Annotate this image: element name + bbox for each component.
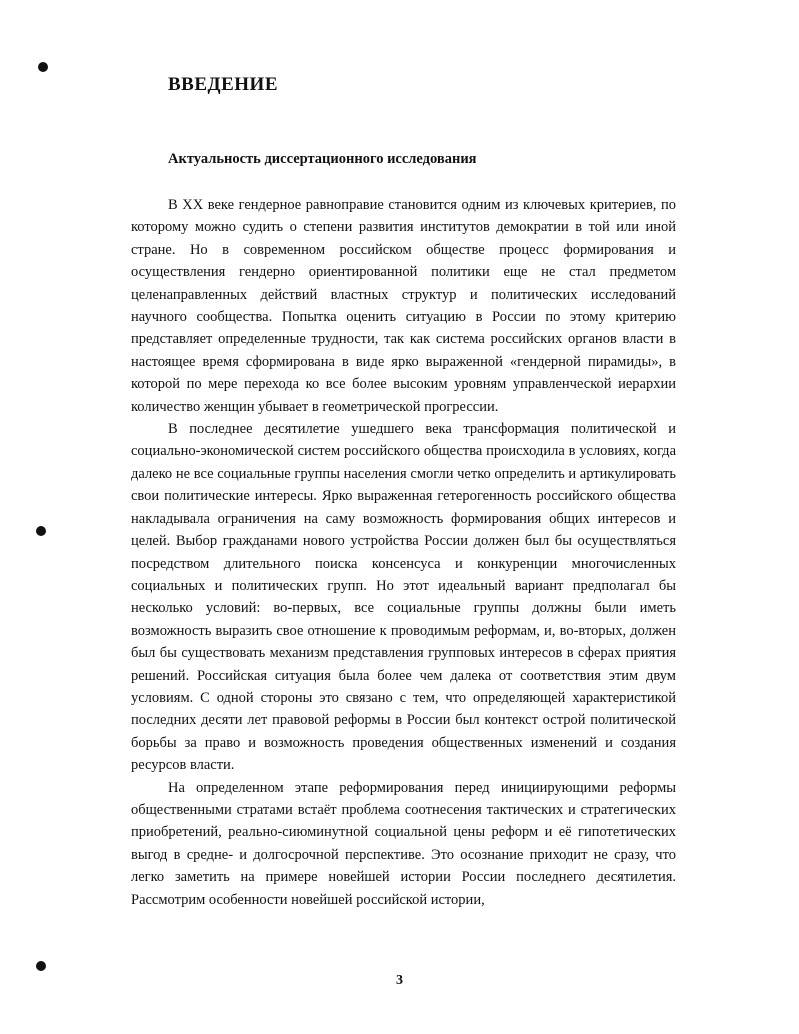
binding-hole-middle xyxy=(36,526,46,536)
binding-hole-top xyxy=(38,62,48,72)
section-heading: Актуальность диссертационного исследования xyxy=(168,151,477,167)
paragraph-2: В последнее десятилетие ушедшего века трансформация политической и социально-экономической систем российского общества происходила в условиях, когда далеко не все социальные группы населения смогли четко определить и артикулировать свои политические интересы. Ярко выраженная гетерогенность российского общества накладывала ограничения на саму возможность формирования общих интересов и целей. Выбор гражданами нового устройства России должен был бы осуществляться посредством длительного поиска консенсуса и конкуренции многочисленных социальных и политических групп. Но этот идеальный вариант предполагал бы несколько условий: во-первых, все социальные группы должны были иметь возможность выразить свое отношение к проводимым реформам, и, во-вторых, должен был бы существовать механизм представления групповых интересов в сферах приятия решений. Российская ситуация была более чем далека от соответствия этим двум условиям. С одной стороны это связано с тем, что определяющей характеристикой последних десяти лет правовой реформы в России был контекст острой политической борьбы за право и возможность проведения общественных изменений и создания ресурсов власти. xyxy=(131,421,676,774)
binding-hole-bottom xyxy=(36,961,46,971)
paragraph-3: На определенном этапе реформирования перед инициирующими реформы общественными стратами встаёт проблема соотнесения тактических и стратегических приобретений, реально-сиюминутной социальной цены реформ и её гипотетических выгод в средне- и долгосрочной перспективе. Это осознание приходит не сразу, что легко заметить на примере новейшей истории России последнего десятилетия. Рассмотрим особенности новейшей российской истории, xyxy=(131,779,676,908)
page-title: ВВЕДЕНИЕ xyxy=(168,74,278,95)
paragraph-1: В XX веке гендерное равноправие становится одним из ключевых критериев, по которому можно судить о степени развития институтов демократии в той или иной стране. Но в современном российском обществе процесс формирования и осуществления гендерно ориентированной политики еще не стал предметом целенаправленных действий властных структур и политических исследований научного сообщества. Попытка оценить ситуацию в России по этому критерию представляет определенные трудности, так как система российских органов власти в настоящее время сформирована в виде ярко выраженной «гендерной пирамиды», в которой по мере перехода ко все более высоким уровням управленческой иерархии количество женщин убывает в геометрической прогрессии. xyxy=(131,197,676,415)
page-number: 3 xyxy=(396,973,403,988)
body-text xyxy=(131,194,676,911)
